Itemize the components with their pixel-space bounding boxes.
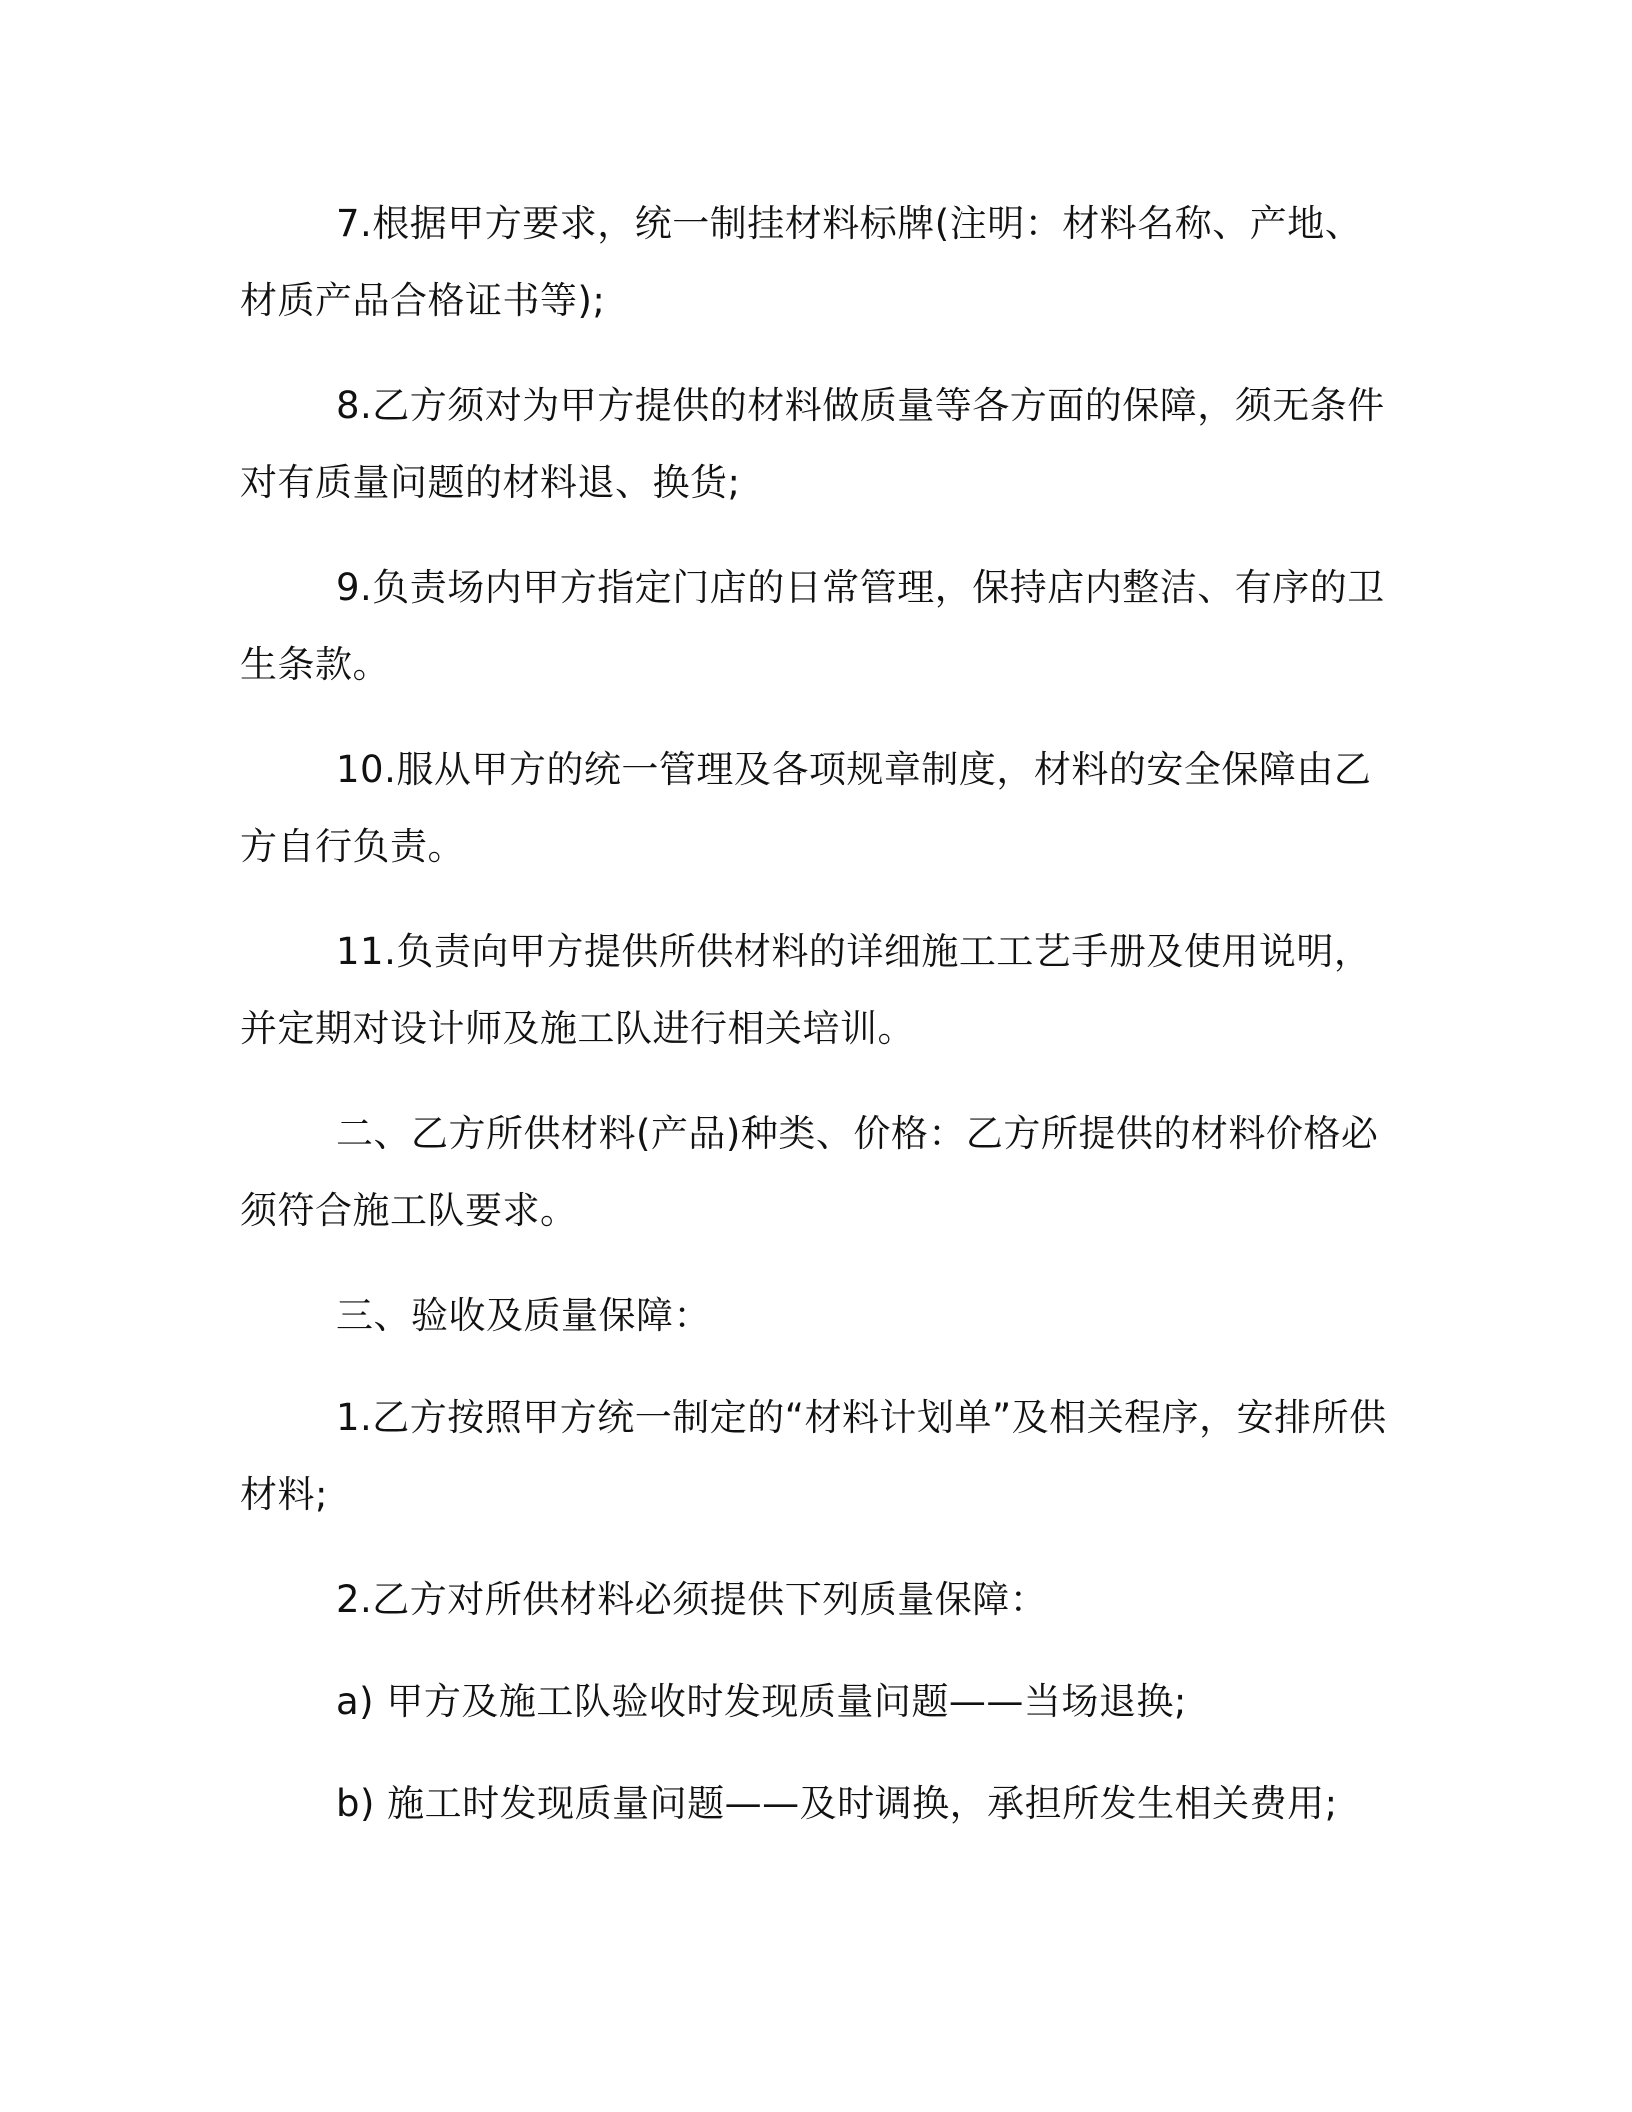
clause-9: 9.负责场内甲方指定门店的日常管理，保持店内整洁、有序的卫生条款。	[240, 566, 1385, 686]
section-3-item-1: 1.乙方按照甲方统一制定的“材料计划单”及相关程序，安排所供材料;	[240, 1396, 1387, 1516]
section-2-materials-price: 二、乙方所供材料(产品)种类、价格：乙方所提供的材料价格必须符合施工队要求。	[240, 1112, 1379, 1232]
clause-8: 8.乙方须对为甲方提供的材料做质量等各方面的保障，须无条件对有质量问题的材料退、换货;	[240, 384, 1385, 504]
section-3-heading: 三、验收及质量保障：	[336, 1294, 711, 1337]
clause-10: 10.服从甲方的统一管理及各项规章制度，材料的安全保障由乙方自行负责。	[240, 748, 1372, 868]
document-body	[240, 185, 1390, 1867]
section-3-item-2b: b) 施工时发现质量问题——及时调换，承担所发生相关费用;	[336, 1782, 1338, 1825]
clause-7: 7.根据甲方要求，统一制挂材料标牌(注明：材料名称、产地、材质产品合格证书等);	[240, 202, 1363, 322]
section-3-item-2: 2.乙方对所供材料必须提供下列质量保障：	[336, 1578, 1048, 1621]
section-3-item-2a: a) 甲方及施工队验收时发现质量问题——当场退换;	[336, 1680, 1187, 1723]
clause-11: 11.负责向甲方提供所供材料的详细施工工艺手册及使用说明，并定期对设计师及施工队进行相关培训。	[240, 930, 1372, 1050]
